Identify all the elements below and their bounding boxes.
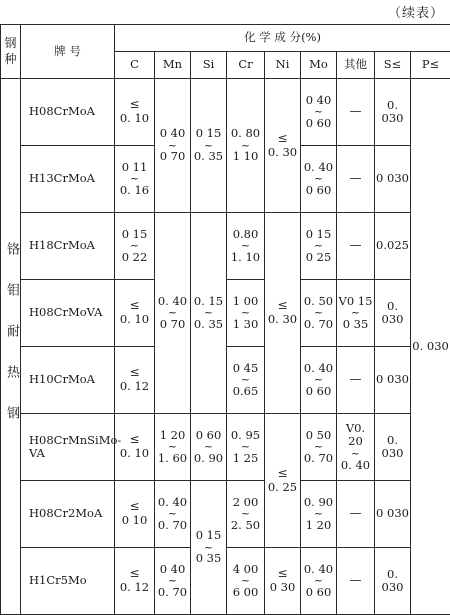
cr-cell: 0. 80 ~ 1 10 <box>227 79 265 213</box>
continued-label: （续表） <box>388 2 444 21</box>
header-grade: 牌 号 <box>21 25 115 79</box>
steel-type-cell <box>1 79 21 615</box>
c-cell: ≤ 0. 10 <box>115 414 155 481</box>
s-cell: 0. 030 <box>375 548 411 615</box>
mo-cell: 0 15 ~ 0 25 <box>301 213 337 280</box>
chemical-composition-table <box>0 24 450 615</box>
p-cell: 0. 030 <box>411 79 450 615</box>
header-steel-type: 钢 种 <box>1 25 21 79</box>
table-row <box>1 213 450 280</box>
other-cell: — <box>337 213 375 280</box>
other-cell: — <box>337 481 375 548</box>
header-col-mo: Mo <box>301 52 337 79</box>
header-col-other: 其他 <box>337 52 375 79</box>
si-cell: 0 15 ~ 0 35 <box>191 481 227 615</box>
grade-cell: H08CrMnSiMo- VA <box>21 414 115 481</box>
other-cell: V0 15 ~ 0 35 <box>337 280 375 347</box>
mn-cell: 0. 40 ~ 0 70 <box>155 213 191 414</box>
other-cell: — <box>337 548 375 615</box>
s-cell: 0.025 <box>375 213 411 280</box>
mn-cell: 0 40 ~ 0. 70 <box>155 548 191 615</box>
s-cell: 0 030 <box>375 347 411 414</box>
cr-cell: 4 00 ~ 6 00 <box>227 548 265 615</box>
other-cell: — <box>337 79 375 146</box>
ni-cell: ≤ 0. 25 <box>265 414 301 548</box>
grade-cell: H18CrMoA <box>21 213 115 280</box>
steel-type-label: 铬钼耐热钢 <box>3 242 18 447</box>
header-composition: 化 学 成 分(%) <box>115 25 450 52</box>
s-cell: 0 030 <box>375 481 411 548</box>
c-cell: ≤ 0. 10 <box>115 280 155 347</box>
mo-cell: 0. 40 ~ 0 60 <box>301 146 337 213</box>
c-cell: ≤ 0. 12 <box>115 548 155 615</box>
c-cell: ≤ 0. 10 <box>115 79 155 146</box>
table-row <box>1 79 450 146</box>
grade-cell: H08CrMoVA <box>21 280 115 347</box>
table-row <box>1 414 450 481</box>
table-row <box>1 481 450 548</box>
mo-cell: 0 40 ~ 0 60 <box>301 79 337 146</box>
c-cell: ≤ 0 10 <box>115 481 155 548</box>
header-row-1 <box>1 25 450 52</box>
grade-cell: H08CrMoA <box>21 79 115 146</box>
ni-cell: ≤ 0. 30 <box>265 79 301 213</box>
s-cell: 0. 030 <box>375 79 411 146</box>
c-cell: 0 11 ~ 0. 16 <box>115 146 155 213</box>
cr-cell: 0. 95 ~ 1 25 <box>227 414 265 481</box>
other-cell: — <box>337 347 375 414</box>
mn-cell: 1 20 ~ 1. 60 <box>155 414 191 481</box>
cr-cell: 1 00 ~ 1 30 <box>227 280 265 347</box>
header-col-si: Si <box>191 52 227 79</box>
other-cell: V0. 20 ~ 0. 40 <box>337 414 375 481</box>
si-cell: 0. 15 ~ 0. 35 <box>191 213 227 414</box>
mo-cell: 0. 90 ~ 1 20 <box>301 481 337 548</box>
mo-cell: 0 50 ~ 0. 70 <box>301 414 337 481</box>
si-cell: 0 60 ~ 0. 90 <box>191 414 227 481</box>
header-col-c: C <box>115 52 155 79</box>
cr-cell: 0.80 ~ 1. 10 <box>227 213 265 280</box>
c-cell: ≤ 0. 12 <box>115 347 155 414</box>
cr-cell: 2 00 ~ 2. 50 <box>227 481 265 548</box>
mn-cell: 0 40 ~ 0 70 <box>155 79 191 213</box>
ni-cell: ≤ 0 30 <box>265 548 301 615</box>
mo-cell: 0. 40 ~ 0 60 <box>301 548 337 615</box>
mo-cell: 0. 50 ~ 0. 70 <box>301 280 337 347</box>
mo-cell: 0. 40 ~ 0 60 <box>301 347 337 414</box>
c-cell: 0 15 ~ 0 22 <box>115 213 155 280</box>
grade-cell: H08Cr2MoA <box>21 481 115 548</box>
ni-cell: ≤ 0. 30 <box>265 213 301 414</box>
header-col-p: P≤ <box>411 52 450 79</box>
header-col-cr: Cr <box>227 52 265 79</box>
s-cell: 0 030 <box>375 146 411 213</box>
header-col-ni: Ni <box>265 52 301 79</box>
other-cell: — <box>337 146 375 213</box>
s-cell: 0. 030 <box>375 414 411 481</box>
grade-cell: H1Cr5Mo <box>21 548 115 615</box>
header-col-s: S≤ <box>375 52 411 79</box>
si-cell: 0 15 ~ 0. 35 <box>191 79 227 213</box>
grade-cell: H13CrMoA <box>21 146 115 213</box>
s-cell: 0. 030 <box>375 280 411 347</box>
mn-cell: 0. 40 ~ 0. 70 <box>155 481 191 548</box>
cr-cell: 0 45 ~ 0.65 <box>227 347 265 414</box>
grade-cell: H10CrMoA <box>21 347 115 414</box>
header-col-mn: Mn <box>155 52 191 79</box>
